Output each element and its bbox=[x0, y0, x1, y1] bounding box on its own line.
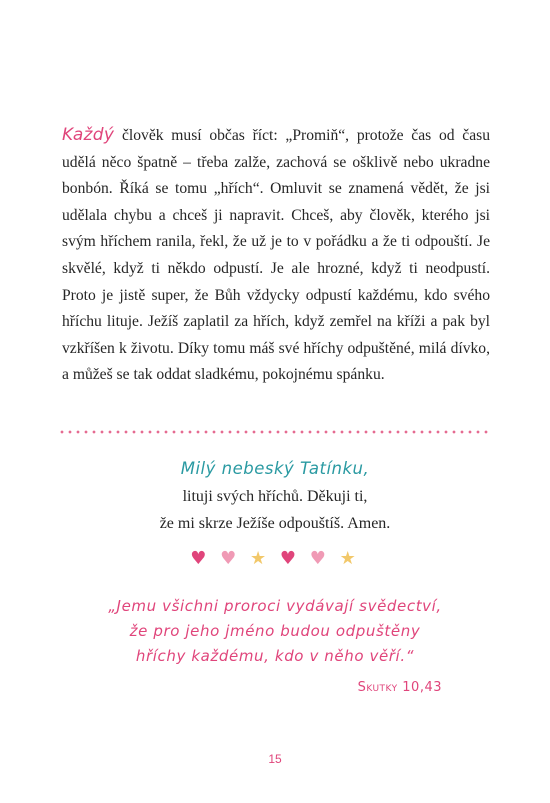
star-icon: ★ bbox=[249, 548, 271, 569]
body-paragraph bbox=[62, 122, 490, 389]
verse-line: že pro jeho jméno budou odpuštěny bbox=[129, 622, 421, 640]
star-icon: ★ bbox=[339, 548, 360, 569]
lead-word: Každý bbox=[62, 125, 115, 145]
bible-verse bbox=[0, 594, 550, 669]
prayer-title: Milý nebeský Tatínku, bbox=[180, 459, 370, 478]
heart-light-icon: ♥ bbox=[309, 548, 330, 569]
page-number: 15 bbox=[268, 752, 282, 766]
dotted-divider bbox=[58, 430, 492, 434]
verse-line: „Jemu všichni proroci vydávají svědectví, bbox=[108, 597, 442, 615]
verse-reference: Skutky 10,43 bbox=[357, 680, 442, 695]
prayer-block bbox=[0, 455, 550, 537]
verse-line: hříchy každému, kdo v něho věří.“ bbox=[135, 647, 415, 665]
prayer-line: že mi skrze Ježíše odpouštíš. Amen. bbox=[159, 515, 391, 532]
heart-icon: ♥ bbox=[190, 548, 211, 569]
body-text: člověk musí občas říct: „Promiň“, protože čas od času udělá něco špatně – třeba zalže, zachová se ošklivě nebo ukradne bonbón. Říká se tomu „hřích“. Omluvit se znamená vědět, že jsi udělala chybu a chceš ji napravit. Chceš, aby člověk, kterého jsi svým hříchem ranila, řekl, že už je to v pořádku a že ti odpouští. Je skvělé, když ti někdo odpustí. Je ale hrozné, když ti neodpustí. Proto je jistě super, že Bůh vždycky odpustí každému, kdo svého hříchu lituje. Ježíš zaplatil za hřích, když zemřel na kříži a pak byl vzkříšen k životu. Díky tomu máš své hříchy odpuštěné, milá dívko, a můžeš se tak oddat sladkému, pokojnému spánku. bbox=[62, 127, 490, 384]
heart-light-icon: ♥ bbox=[220, 548, 241, 569]
ornament-row bbox=[0, 549, 550, 569]
prayer-line: lituji svých hříchů. Děkuji ti, bbox=[182, 488, 368, 505]
heart-icon: ♥ bbox=[279, 548, 300, 569]
